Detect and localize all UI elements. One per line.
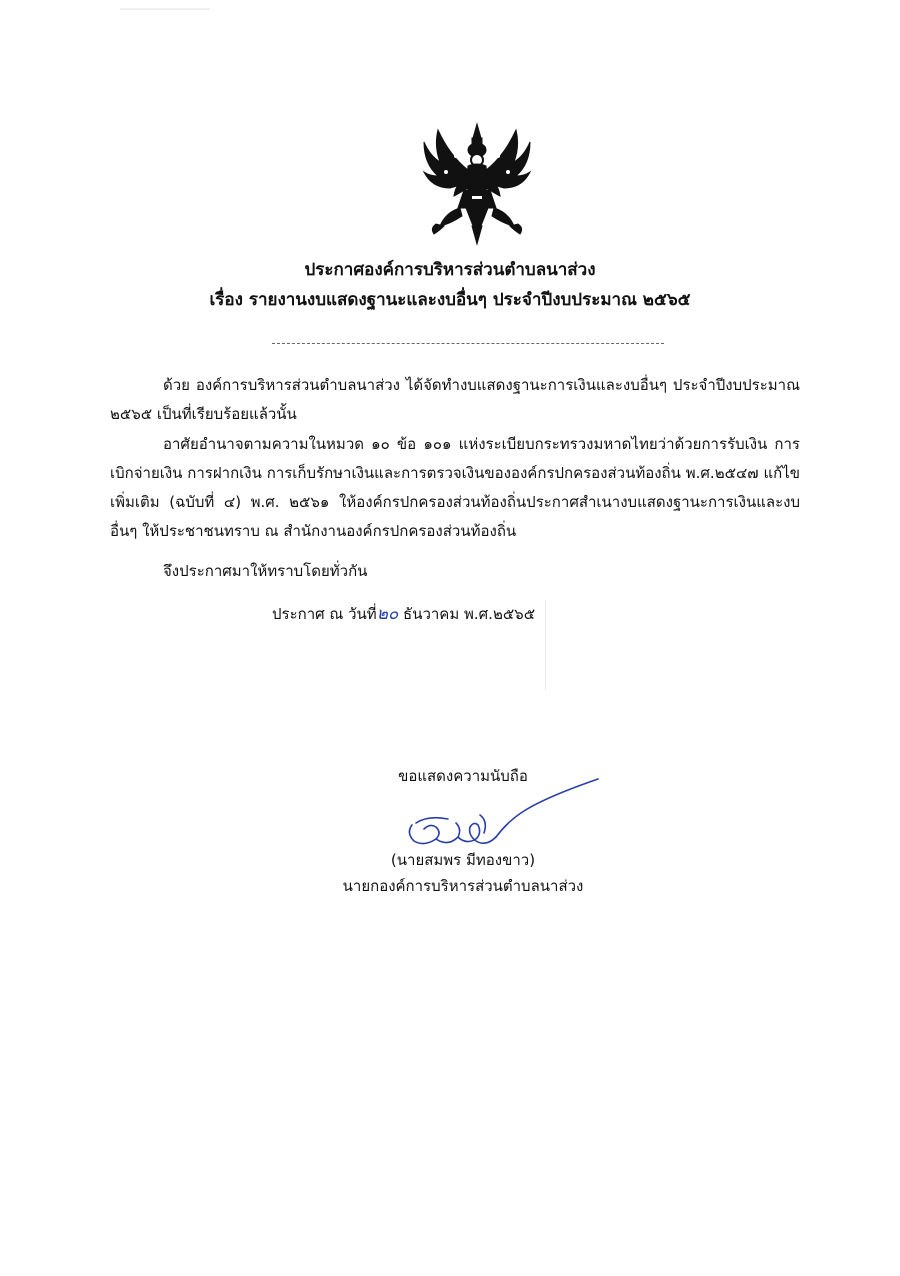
- announcement-title: ประกาศองค์การบริหารส่วนตำบลนาส่วง: [304, 260, 596, 280]
- signer-name: (นายสมพร มีทองขาว): [390, 851, 536, 869]
- announcement-subject: เรื่อง รายงานงบแสดงฐานะและงบอื่นๆ ประจำปีงบประมาณ ๒๕๖๕: [209, 290, 691, 310]
- separator-line: [272, 343, 664, 344]
- date-suffix: ธันวาคม พ.ศ.๒๕๖๕: [398, 605, 536, 623]
- closing-phrase: ขอแสดงความนับถือ: [398, 767, 528, 785]
- scan-artifact: [120, 8, 210, 10]
- handwritten-signature: [396, 775, 606, 855]
- paragraph-intro: ด้วย องค์การบริหารส่วนตำบลนาส่วง ได้จัดทำงบแสดงฐานะการเงินและงบอื่นๆ ประจำปีงบประมาณ ๒๕๖๕ เป็นที่เรียบร้อยแล้วนั้น: [110, 376, 800, 423]
- paragraph-conclusion: จึงประกาศมาให้ทราบโดยทั่วกัน: [163, 562, 368, 580]
- scan-fold-line: [545, 600, 546, 690]
- announcement-date: [272, 600, 535, 629]
- date-prefix: ประกาศ ณ วันที่: [272, 605, 377, 623]
- paragraph-authority: อาศัยอำนาจตามความในหมวด ๑๐ ข้อ ๑๐๑ แห่งระเบียบกระทรวงมหาดไทยว่าด้วยการรับเงิน การเบิกจ่ายเงิน การฝากเงิน การเก็บรักษาเงินและการตรวจเงินขององค์กรปกครองส่วนท้องถิ่น พ.ศ.๒๕๔๗ แก้ไขเพิ่มเติม (ฉบับที่ ๔) พ.ศ. ๒๕๖๑ ให้องค์กรปกครองส่วนท้องถิ่นประกาศสำเนางบแสดงฐานะการเงินและงบอื่นๆ ให้ประชาชนทราบ ณ สำนักงานองค์กรปกครองส่วนท้องถิ่น: [110, 435, 800, 540]
- signer-position: นายกองค์การบริหารส่วนตำบลนาส่วง: [342, 877, 584, 895]
- date-day-handwritten: ๒๐: [376, 604, 399, 624]
- garuda-emblem-icon: [416, 116, 538, 248]
